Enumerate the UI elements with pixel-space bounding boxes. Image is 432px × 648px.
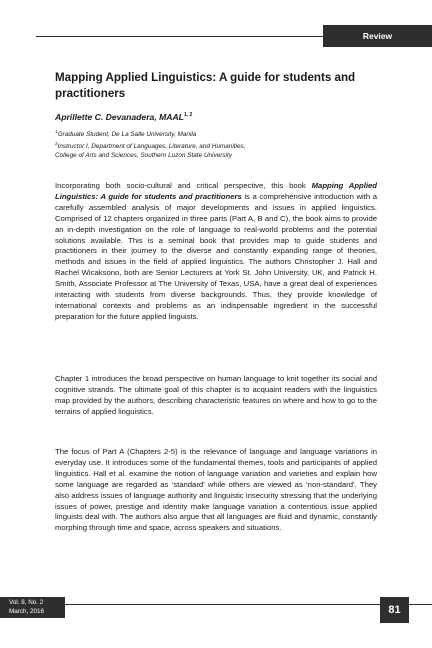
p1-rest: is a comprehensive introduction with a carefully assembled analysis of major developments and issues in applied linguistics. Comprised of 12 chapters organized in three parts (Part A, B and C), the book aims to provide an in-depth investigation on the role of language to real-world problems and the potential solutions available. This is a seminal book that provides map to guide students and practitioners in their journey to the diverse and constantly expanding range of theories, methods and issues in the field of applied linguistics. The authors Christopher J. Hall and Rachel Wicaksono, both are Senior Lecturers at York St. John University, UK, and Patrick H. Smith, Associate Professor at The University of Texas, USA, have a great deal of experiences interacting with students from diverse backgrounds. Thus, they provide knowledge of international contexts and problems as an indispensable ingredient in the successful preparation for the future applied linguists. [55, 191, 377, 321]
affiliation-2 [55, 139, 375, 160]
body-paragraph-1 [55, 181, 377, 323]
header-rule [36, 36, 323, 37]
volume-box [0, 597, 65, 618]
affiliation-2-line-1: Instructor I, Department of Languages, Literature, and Humanities, [57, 143, 246, 151]
affiliation-1-mark: 1 [55, 129, 58, 134]
body-paragraph-2: Chapter 1 introduces the broad perspective on human language to knit together its social and cognitive strands. The ultimate goal of this chapter is to acquaint readers with the linguistics map provided by the authors, describing characteristic features on where and how to go to the terrains of applied linguistics. [55, 374, 377, 416]
p1-start: Incorporating both socio-cultural and critical perspective, this book [55, 181, 312, 190]
author-affiliation-marks: 1, 2 [183, 112, 193, 119]
affiliation-2-mark: 2 [55, 141, 58, 146]
volume-label: Vol. 8, No. 2 [9, 599, 44, 606]
affiliation-1-line-1: Graduate Student, De La Salle University, Manila [57, 131, 197, 139]
article-title: Mapping Applied Linguistics: A guide for students and practitioners [55, 71, 356, 100]
affiliation-1 [55, 127, 375, 139]
author-name [55, 112, 192, 122]
p1-book-title: Mapping Applied Linguistics: A guide for students and practitioners [55, 181, 377, 201]
body-paragraph-3: The focus of Part A (Chapters 2-5) is the relevance of language and language variations in everyday use. It introduces some of the fundamental themes, tools and participants of applied linguistics. Hall et al. examine the notion of language variation and varieties and explain how some language are regarded as ‘standard’ while others are viewed as ‘non-standard’. They also address issues of language authority and linguistic insecurity stressing that the underlying issues of power, prestige and identity make language variation a contentious issue applied linguists deal with. The authors also argue that all languages are fluid and dynamic, constantly morphing through time and space, across speakers and situations. [55, 447, 377, 533]
affiliation-2-line-2: College of Arts and Sciences, Southern Luzon State University [55, 152, 233, 160]
issue-date: March, 2016 [9, 607, 45, 615]
section-label: Review [323, 25, 432, 47]
page-number: 81 [380, 597, 409, 623]
author-name-text: Aprillette C. Devanadera, MAAL [55, 112, 184, 122]
